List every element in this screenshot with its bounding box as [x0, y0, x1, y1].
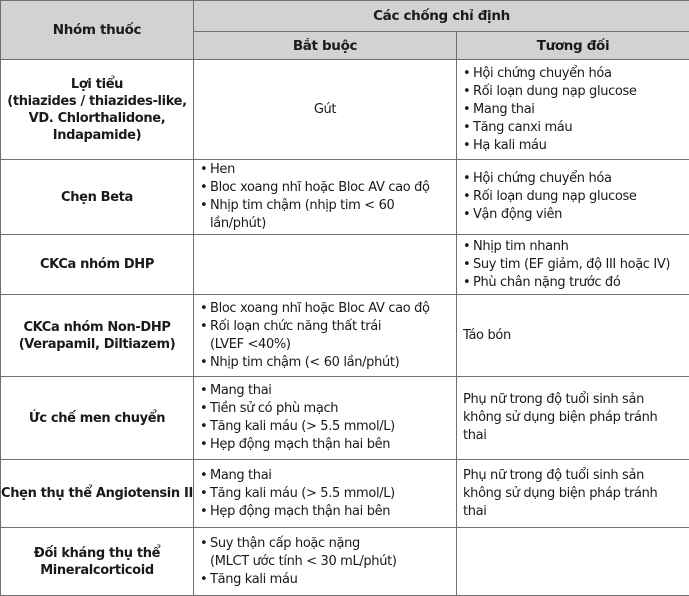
list-item-text: Nhịp tim chậm (< 60 lần/phút)	[210, 355, 399, 370]
bullet-icon: •	[200, 436, 207, 454]
list-item	[463, 119, 683, 137]
list-item	[463, 238, 683, 256]
header-contraindications: Các chống chỉ định	[194, 1, 689, 32]
list-item	[200, 382, 450, 400]
bullet-icon: •	[463, 274, 470, 292]
drug-group-text: Chẹn Beta	[61, 190, 133, 205]
list-item-text: Hội chứng chuyển hóa	[473, 66, 612, 81]
list-item-text: Tăng kali máu	[210, 572, 297, 587]
list-item-text: (MLCT ước tính < 30 mL/phút)	[210, 554, 397, 569]
bullet-icon: •	[200, 354, 207, 372]
relative-list	[463, 170, 683, 224]
bullet-icon: •	[200, 382, 207, 400]
table-row	[1, 160, 689, 235]
list-item-text: Vận động viên	[473, 207, 562, 222]
mandatory-cell	[194, 528, 457, 596]
list-item	[200, 318, 450, 354]
list-item-text: Nhịp tim nhanh	[473, 239, 569, 254]
bullet-icon: •	[463, 101, 470, 119]
table-row	[1, 377, 689, 460]
list-item-text: Hội chứng chuyển hóa	[473, 171, 612, 186]
bullet-icon: •	[463, 119, 470, 137]
list-item-text: Hen	[210, 162, 235, 177]
drug-group-text: CKCa nhóm Non-DHP	[23, 320, 170, 335]
drug-group-text: Lợi tiểu	[71, 77, 123, 92]
drug-group-text: Mineralcorticoid	[40, 563, 154, 578]
list-item	[463, 170, 683, 188]
mandatory-cell	[194, 295, 457, 377]
list-item-text: Mang thai	[210, 383, 272, 398]
relative-list	[463, 65, 683, 155]
list-item-text: Suy thận cấp hoặc nặng	[210, 536, 360, 551]
list-item-text: Rối loạn dung nạp glucose	[473, 189, 637, 204]
bullet-icon: •	[463, 238, 470, 256]
table-row	[1, 60, 689, 160]
list-item	[200, 354, 450, 372]
header-mandatory: Bắt buộc	[194, 32, 457, 60]
drug-group-text: Chẹn thụ thể Angiotensin II	[1, 486, 193, 501]
bullet-icon: •	[463, 188, 470, 206]
table-row	[1, 528, 689, 596]
list-item	[463, 256, 683, 274]
list-item	[463, 83, 683, 101]
list-item-text: Hẹp động mạch thận hai bên	[210, 504, 390, 519]
relative-cell	[457, 295, 689, 377]
list-item	[200, 300, 450, 318]
list-item	[200, 485, 450, 503]
list-item	[200, 400, 450, 418]
list-item	[463, 137, 683, 155]
list-item-text: Bloc xoang nhĩ hoặc Bloc AV cao độ	[210, 301, 430, 316]
drug-group-cell	[1, 160, 194, 235]
list-item-text: Phù chân nặng trước đó	[473, 275, 620, 290]
bullet-icon: •	[200, 503, 207, 521]
bullet-icon: •	[200, 300, 207, 318]
list-item-text: Tăng kali máu (> 5.5 mmol/L)	[210, 486, 395, 501]
bullet-icon: •	[200, 418, 207, 436]
list-item-text: Tăng kali máu (> 5.5 mmol/L)	[210, 419, 395, 434]
list-item-text: (LVEF <40%)	[210, 337, 291, 352]
list-item-text: Mang thai	[210, 468, 272, 483]
drug-group-cell	[1, 460, 194, 528]
list-item-text: Tăng canxi máu	[473, 120, 572, 135]
bullet-icon: •	[463, 170, 470, 188]
table-row	[1, 295, 689, 377]
list-item	[463, 206, 683, 224]
list-item-text: Nhịp tim chậm (nhịp tim < 60 lần/phút)	[210, 198, 394, 231]
drug-group-text: Indapamide)	[53, 128, 141, 143]
mandatory-cell	[194, 235, 457, 295]
mandatory-cell	[194, 60, 457, 160]
list-item-text: Rối loạn dung nạp glucose	[473, 84, 637, 99]
header-relative: Tương đối	[457, 32, 689, 60]
bullet-icon: •	[200, 400, 207, 418]
relative-text: không sử dụng biện pháp tránh thai	[463, 410, 657, 443]
bullet-icon: •	[463, 137, 470, 155]
drug-group-text: Ức chế men chuyển	[29, 411, 165, 426]
mandatory-list	[200, 467, 450, 521]
bullet-icon: •	[200, 467, 207, 485]
list-item-text: Tiền sử có phù mạch	[210, 401, 338, 416]
list-item-text: Rối loạn chức năng thất trái	[210, 319, 381, 334]
relative-cell	[457, 235, 689, 295]
mandatory-list	[200, 161, 450, 233]
list-item	[200, 467, 450, 485]
list-item-text: Mang thai	[473, 102, 535, 117]
list-item	[463, 188, 683, 206]
table-body	[1, 60, 689, 596]
drug-group-text: Đối kháng thụ thể	[34, 546, 160, 561]
list-item	[200, 161, 450, 179]
mandatory-list	[200, 382, 450, 454]
list-item-text: Suy tim (EF giảm, độ III hoặc IV)	[473, 257, 670, 272]
header-drug-group: Nhóm thuốc	[1, 1, 194, 60]
relative-text: Táo bón	[463, 328, 511, 343]
list-item-text: Hạ kali máu	[473, 138, 547, 153]
drug-group-cell	[1, 235, 194, 295]
mandatory-list	[200, 300, 450, 372]
relative-text: không sử dụng biện pháp tránh thai	[463, 486, 657, 519]
relative-cell	[457, 460, 689, 528]
bullet-icon: •	[463, 83, 470, 101]
drug-group-text: VD. Chlorthalidone,	[29, 111, 166, 126]
bullet-icon: •	[463, 65, 470, 83]
bullet-icon: •	[463, 256, 470, 274]
bullet-icon: •	[200, 485, 207, 503]
drug-group-text: (thiazides / thiazides-like,	[7, 94, 186, 109]
list-item	[463, 101, 683, 119]
relative-cell	[457, 60, 689, 160]
mandatory-list	[200, 535, 450, 589]
drug-group-cell	[1, 295, 194, 377]
list-item	[200, 179, 450, 197]
list-item-text: Bloc xoang nhĩ hoặc Bloc AV cao độ	[210, 180, 430, 195]
bullet-icon: •	[200, 161, 207, 179]
relative-cell	[457, 377, 689, 460]
relative-list	[463, 238, 683, 292]
relative-cell	[457, 160, 689, 235]
relative-text: Phụ nữ trong độ tuổi sinh sản	[463, 392, 644, 407]
mandatory-cell	[194, 460, 457, 528]
mandatory-cell	[194, 160, 457, 235]
list-item	[463, 65, 683, 83]
list-item	[200, 535, 450, 571]
bullet-icon: •	[463, 206, 470, 224]
table-row	[1, 235, 689, 295]
bullet-icon: •	[200, 197, 207, 215]
drug-group-cell	[1, 60, 194, 160]
list-item	[463, 274, 683, 292]
bullet-icon: •	[200, 571, 207, 589]
list-item-text: Hẹp động mạch thận hai bên	[210, 437, 390, 452]
bullet-icon: •	[200, 318, 207, 336]
list-item	[200, 436, 450, 454]
bullet-icon: •	[200, 535, 207, 553]
drug-group-text: CKCa nhóm DHP	[40, 257, 154, 272]
list-item	[200, 503, 450, 521]
list-item	[200, 571, 450, 589]
table-row	[1, 460, 689, 528]
list-item	[200, 197, 450, 233]
drug-group-text: (Verapamil, Diltiazem)	[19, 337, 176, 352]
list-item	[200, 418, 450, 436]
drug-group-cell	[1, 528, 194, 596]
bullet-icon: •	[200, 179, 207, 197]
relative-text: Phụ nữ trong độ tuổi sinh sản	[463, 468, 644, 483]
relative-cell	[457, 528, 689, 596]
drug-group-cell	[1, 377, 194, 460]
mandatory-text: Gút	[314, 102, 336, 117]
mandatory-cell	[194, 377, 457, 460]
